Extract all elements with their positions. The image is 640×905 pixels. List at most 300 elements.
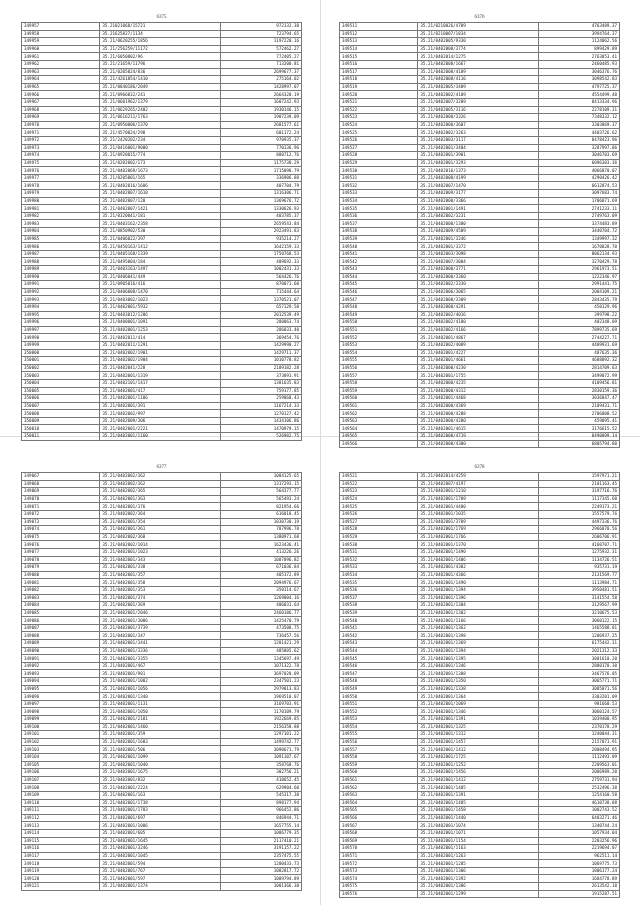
row-id-cell: 350003 bbox=[22, 372, 100, 380]
table-row bbox=[340, 395, 620, 403]
code-cell: 35.21/0402001/1362 bbox=[418, 624, 538, 632]
code-cell: 35.21/0402001/1412 bbox=[418, 746, 538, 754]
code-cell: 35.21/0402001/1675 bbox=[100, 769, 220, 777]
column-divider bbox=[320, 0, 321, 905]
amount-cell: 4066870.07 bbox=[538, 167, 619, 175]
row-id-cell: 349547 bbox=[340, 670, 418, 678]
code-cell: 35.21/0402002/997 bbox=[100, 410, 220, 418]
table-row bbox=[22, 860, 302, 868]
table-row bbox=[340, 190, 620, 198]
code-cell: 35.21/0402001/4400 bbox=[418, 503, 538, 511]
amount-cell: 2278109.31 bbox=[538, 106, 619, 114]
code-cell: 35.21/0402001/2221 bbox=[100, 425, 220, 433]
code-cell: 35.21/0402001/1396 bbox=[418, 594, 538, 602]
row-id-cell: 349568 bbox=[340, 829, 418, 837]
table-row bbox=[340, 53, 620, 61]
table-row bbox=[22, 548, 302, 556]
code-cell: 35.21/0406041/449 bbox=[100, 273, 220, 281]
code-cell: 35.21/0402001/2181 bbox=[100, 716, 220, 724]
code-cell: 35.21/0205024/836 bbox=[100, 68, 220, 76]
table-row bbox=[22, 556, 302, 564]
code-cell: 35.21/0402001/1338 bbox=[418, 685, 538, 693]
amount-cell: 6403271.46 bbox=[538, 814, 619, 822]
table-row bbox=[22, 30, 302, 38]
amount-cell: 1557579.76 bbox=[538, 510, 619, 518]
code-cell: 35.21/0402001/4615 bbox=[418, 425, 538, 433]
amount-cell: 723794.65 bbox=[220, 30, 301, 38]
row-id-cell: 349531 bbox=[340, 174, 418, 182]
table-row bbox=[340, 883, 620, 891]
code-cell: 35.21/0402002/368 bbox=[100, 533, 220, 541]
table-row bbox=[22, 632, 302, 640]
code-cell: 35.21/0402001/1346 bbox=[418, 708, 538, 716]
amount-cell: 759177.85 bbox=[220, 387, 301, 395]
amount-cell: 487635.36 bbox=[538, 349, 619, 357]
code-cell: 35.21/0402008/3326 bbox=[418, 114, 538, 122]
row-id-cell: 349067 bbox=[22, 473, 100, 481]
table-row bbox=[340, 273, 620, 281]
amount-cell: 286033.40 bbox=[220, 326, 301, 334]
table-row bbox=[340, 586, 620, 594]
row-id-cell: 349100 bbox=[22, 723, 100, 731]
amount-cell: 1269004.16 bbox=[220, 594, 301, 602]
amount-cell: 2966070.56 bbox=[538, 526, 619, 534]
table-row bbox=[340, 372, 620, 380]
amount-cell: 3098542.83 bbox=[538, 76, 619, 84]
table-row bbox=[340, 510, 620, 518]
table-row bbox=[22, 387, 302, 395]
table-row bbox=[340, 662, 620, 670]
row-id-cell: 349552 bbox=[340, 708, 418, 716]
table-row bbox=[22, 417, 302, 425]
table-row bbox=[22, 586, 302, 594]
row-id-cell: 349514 bbox=[340, 45, 418, 53]
table-row bbox=[340, 533, 620, 541]
amount-cell: 1369676.72 bbox=[220, 197, 301, 205]
row-id-cell: 349570 bbox=[340, 845, 418, 853]
row-id-cell: 349099 bbox=[22, 716, 100, 724]
table-row bbox=[340, 387, 620, 395]
table-row bbox=[22, 38, 302, 46]
code-cell: 35.21/0402001/1050 bbox=[100, 708, 220, 716]
code-cell: 35.21/0402000/4719 bbox=[418, 433, 538, 441]
row-id-cell: 349534 bbox=[340, 197, 418, 205]
amount-cell: 4290426.42 bbox=[538, 174, 619, 182]
row-id-cell: 349994 bbox=[22, 303, 100, 311]
code-cell: 35.21/0402001/1056 bbox=[100, 685, 220, 693]
panel-title: 6376 bbox=[474, 15, 485, 20]
amount-cell: 4554499.48 bbox=[538, 91, 619, 99]
row-id-cell: 349515 bbox=[340, 53, 418, 61]
row-id-cell: 349566 bbox=[340, 440, 418, 448]
amount-cell: 275164.02 bbox=[220, 76, 301, 84]
amount-cell: 3046376.76 bbox=[538, 68, 619, 76]
table-row bbox=[340, 807, 620, 815]
row-id-cell: 349511 bbox=[340, 23, 418, 31]
amount-cell: 2021312.33 bbox=[538, 647, 619, 655]
code-cell: 35.21/0402002/4089 bbox=[418, 341, 538, 349]
table-row bbox=[340, 867, 620, 875]
code-cell: 35.21/0402001/4227 bbox=[418, 349, 538, 357]
table-row bbox=[22, 174, 302, 182]
code-cell: 35.21/0402001/1312 bbox=[418, 731, 538, 739]
table-row bbox=[340, 678, 620, 686]
amount-cell: 302756.21 bbox=[220, 769, 301, 777]
row-id-cell: 350008 bbox=[22, 410, 100, 418]
amount-cell: 2613542.18 bbox=[538, 883, 619, 891]
code-cell: 35.21/0402001/1131 bbox=[100, 700, 220, 708]
code-cell: 35.21/0402008/4199 bbox=[418, 174, 538, 182]
amount-cell: 3141554.58 bbox=[538, 594, 619, 602]
amount-cell: 1007096.82 bbox=[220, 556, 301, 564]
row-id-cell: 349977 bbox=[22, 174, 100, 182]
code-cell: 35.21/0402000/4300 bbox=[418, 440, 538, 448]
row-id-cell: 349097 bbox=[22, 700, 100, 708]
code-cell: 35.21/0402014/4259 bbox=[418, 473, 538, 481]
amount-cell: 2681577.61 bbox=[220, 121, 301, 129]
amount-cell: 3303201.09 bbox=[538, 693, 619, 701]
code-cell: 35.21/0402001/3336 bbox=[100, 647, 220, 655]
amount-cell: 1429990.27 bbox=[220, 341, 301, 349]
code-cell: 35.21/0950006/1370 bbox=[100, 121, 220, 129]
amount-cell: 3169703.91 bbox=[220, 700, 301, 708]
row-id-cell: 349556 bbox=[340, 364, 418, 372]
amount-cell: 3191157.22 bbox=[220, 845, 301, 853]
table-row bbox=[340, 738, 620, 746]
code-cell: 35.21/0402000/4291 bbox=[418, 303, 538, 311]
amount-cell: 3197716.76 bbox=[538, 488, 619, 496]
table-row bbox=[22, 480, 302, 488]
code-cell: 35.21/0402001/3006 bbox=[100, 617, 220, 625]
table-row bbox=[22, 281, 302, 289]
amount-cell: 1240044.31 bbox=[538, 731, 619, 739]
code-cell: 35.21/0402001/1456 bbox=[418, 769, 538, 777]
table-row bbox=[340, 693, 620, 701]
amount-cell: 2532496.38 bbox=[538, 784, 619, 792]
amount-cell: 1670828.70 bbox=[538, 243, 619, 251]
row-id-cell: 349101 bbox=[22, 731, 100, 739]
code-cell: 35.21/0402041/228 bbox=[100, 364, 220, 372]
code-cell: 35.21/0402002/4016 bbox=[418, 311, 538, 319]
amount-cell: 1057934.04 bbox=[538, 829, 619, 837]
code-cell: 35.21/0402007/1470 bbox=[418, 182, 538, 190]
table-row bbox=[22, 640, 302, 648]
table-row bbox=[340, 541, 620, 549]
amount-cell: 1969510.07 bbox=[220, 693, 301, 701]
table-row bbox=[22, 518, 302, 526]
code-cell: 35.21/0205001/165 bbox=[100, 174, 220, 182]
amount-cell: 6805794.80 bbox=[538, 440, 619, 448]
row-id-cell: 349991 bbox=[22, 281, 100, 289]
table-row bbox=[22, 867, 302, 875]
row-id-cell: 349108 bbox=[22, 784, 100, 792]
table-row bbox=[22, 433, 302, 441]
table-row bbox=[22, 473, 302, 481]
amount-cell: 1117345.60 bbox=[538, 495, 619, 503]
table-row bbox=[22, 288, 302, 296]
amount-cell: 565493.24 bbox=[220, 495, 301, 503]
row-id-cell: 349522 bbox=[340, 480, 418, 488]
row-id-cell: 349987 bbox=[22, 250, 100, 258]
row-id-cell: 349117 bbox=[22, 852, 100, 860]
row-id-cell: 349549 bbox=[340, 311, 418, 319]
table-row bbox=[340, 624, 620, 632]
amount-cell: 2763853.41 bbox=[538, 53, 619, 61]
code-cell: 35.21/0402001/467 bbox=[100, 662, 220, 670]
code-cell: 35.21/0320041/181 bbox=[100, 212, 220, 220]
code-cell: 35.21/0402001/1391 bbox=[418, 716, 538, 724]
table-row bbox=[22, 829, 302, 837]
row-id-cell: 349993 bbox=[22, 296, 100, 304]
table-row bbox=[22, 624, 302, 632]
table-row bbox=[22, 98, 302, 106]
code-cell: 35.21/256259/11172 bbox=[100, 45, 220, 53]
table-row bbox=[22, 685, 302, 693]
table-row bbox=[22, 144, 302, 152]
code-cell: 35.21/0402001/1325 bbox=[418, 723, 538, 731]
row-id-cell: 349562 bbox=[340, 784, 418, 792]
table-row bbox=[340, 837, 620, 845]
table-row bbox=[22, 266, 302, 274]
code-cell: 35.21/0210007/1834 bbox=[418, 30, 538, 38]
code-cell: 35.21/0402001/2224 bbox=[100, 784, 220, 792]
code-cell: 35.21/0402001/3355 bbox=[100, 655, 220, 663]
row-id-cell: 349984 bbox=[22, 228, 100, 236]
table-row bbox=[22, 594, 302, 602]
table-row bbox=[340, 235, 620, 243]
amount-cell: 1206937.25 bbox=[538, 632, 619, 640]
code-cell: 35.21/0402002/362 bbox=[100, 480, 220, 488]
table-row bbox=[340, 716, 620, 724]
code-cell: 35.21/0402005/9330 bbox=[418, 38, 538, 46]
row-id-cell: 349561 bbox=[340, 402, 418, 410]
table-row bbox=[22, 121, 302, 129]
code-cell: 35.21/0402001/1645 bbox=[100, 837, 220, 845]
row-id-cell: 349986 bbox=[22, 243, 100, 251]
table-row bbox=[340, 417, 620, 425]
amount-cell: 770136.96 bbox=[220, 144, 301, 152]
row-id-cell: 349083 bbox=[22, 594, 100, 602]
code-cell: 35.21/0402001/1299 bbox=[418, 890, 538, 898]
table-row bbox=[22, 731, 302, 739]
table-row bbox=[340, 746, 620, 754]
row-id-cell: 349090 bbox=[22, 647, 100, 655]
table-row bbox=[340, 334, 620, 342]
table-row bbox=[340, 564, 620, 572]
amount-cell: 6612874.53 bbox=[538, 182, 619, 190]
row-id-cell: 349111 bbox=[22, 807, 100, 815]
table-row bbox=[22, 814, 302, 822]
amount-cell: 2460186.77 bbox=[220, 609, 301, 617]
amount-cell: 1270127.42 bbox=[220, 410, 301, 418]
code-cell: 35.21/0402000/1300 bbox=[418, 220, 538, 228]
row-id-cell: 349540 bbox=[340, 617, 418, 625]
row-id-cell: 349103 bbox=[22, 746, 100, 754]
code-cell: 35.21/0402001/1392 bbox=[418, 875, 538, 883]
row-id-cell: 349546 bbox=[340, 662, 418, 670]
row-id-cell: 349980 bbox=[22, 197, 100, 205]
table-row bbox=[340, 480, 620, 488]
code-cell: 35.21/0402001/1364 bbox=[418, 693, 538, 701]
code-cell: 35.21/0402001/1703 bbox=[100, 807, 220, 815]
amount-cell: 1170109.79 bbox=[220, 708, 301, 716]
table-row bbox=[22, 334, 302, 342]
table-row bbox=[340, 357, 620, 365]
code-cell: 35.21625827/1134 bbox=[100, 30, 220, 38]
code-cell: 35.21/0402001/338 bbox=[100, 564, 220, 572]
table-row bbox=[340, 159, 620, 167]
row-id-cell: 349526 bbox=[340, 136, 418, 144]
code-cell: 35.21/0402001/361 bbox=[100, 526, 220, 534]
table-row bbox=[22, 53, 302, 61]
table-row bbox=[22, 845, 302, 853]
row-id-cell: 349559 bbox=[340, 387, 418, 395]
row-id-cell: 349973 bbox=[22, 144, 100, 152]
row-id-cell: 349516 bbox=[340, 60, 418, 68]
table-row bbox=[22, 372, 302, 380]
table-row bbox=[340, 76, 620, 84]
amount-cell: 572462.27 bbox=[220, 45, 301, 53]
amount-cell: 1340744.24 bbox=[538, 822, 619, 830]
code-cell: 35.21/4570024/298 bbox=[100, 129, 220, 137]
amount-cell: 1124062.56 bbox=[538, 38, 619, 46]
code-cell: 35.21/0402001/1210 bbox=[418, 488, 538, 496]
table-row bbox=[340, 288, 620, 296]
row-id-cell: 349552 bbox=[340, 334, 418, 342]
table-row bbox=[22, 822, 302, 830]
amount-cell: 1349997.32 bbox=[538, 235, 619, 243]
amount-cell: 3046703.69 bbox=[538, 152, 619, 160]
code-cell: 35.21/0402001/1319 bbox=[100, 372, 220, 380]
row-id-cell: 349961 bbox=[22, 53, 100, 61]
code-cell: 35.21/0620255/1856 bbox=[100, 38, 220, 46]
table-row bbox=[340, 167, 620, 175]
code-cell: 35.21/0402001/3709 bbox=[418, 518, 538, 526]
amount-cell: 1806177.24 bbox=[538, 867, 619, 875]
amount-cell: 2961973.51 bbox=[538, 266, 619, 274]
amount-cell: 2370178.29 bbox=[538, 723, 619, 731]
table-row bbox=[22, 129, 302, 137]
row-id-cell: 349532 bbox=[340, 182, 418, 190]
row-id-cell: 349084 bbox=[22, 602, 100, 610]
row-id-cell: 349512 bbox=[340, 30, 418, 38]
row-id-cell: 349554 bbox=[340, 349, 418, 357]
amount-cell: 1091107.67 bbox=[220, 753, 301, 761]
amount-cell: 2749763.09 bbox=[538, 212, 619, 220]
row-id-cell: 349094 bbox=[22, 678, 100, 686]
amount-cell: 373891.91 bbox=[220, 372, 301, 380]
amount-cell: 657129.50 bbox=[220, 303, 301, 311]
row-id-cell: 349965 bbox=[22, 83, 100, 91]
amount-cell: 2744227.71 bbox=[538, 334, 619, 342]
table-row bbox=[340, 731, 620, 739]
amount-cell: 2156358.88 bbox=[220, 723, 301, 731]
row-id-cell: 349087 bbox=[22, 624, 100, 632]
row-id-cell: 349528 bbox=[340, 526, 418, 534]
row-id-cell: 349569 bbox=[340, 837, 418, 845]
amount-cell: 2830159.36 bbox=[538, 387, 619, 395]
amount-cell: 1275932.31 bbox=[538, 548, 619, 556]
code-cell: 35.21/0402001/1106 bbox=[100, 395, 220, 403]
table-row bbox=[22, 243, 302, 251]
table-row bbox=[340, 632, 620, 640]
row-id-cell: 349565 bbox=[340, 807, 418, 815]
row-id-cell: 349072 bbox=[22, 510, 100, 518]
code-cell: 35.21021068/15721 bbox=[100, 23, 220, 31]
amount-cell: 7348332.12 bbox=[538, 114, 619, 122]
code-cell: 35.21/0402007/4197 bbox=[418, 480, 538, 488]
data-table bbox=[21, 22, 302, 441]
table-row bbox=[22, 807, 302, 815]
table-row bbox=[22, 395, 302, 403]
code-cell: 35.21/0402003/3117 bbox=[418, 136, 538, 144]
table-row bbox=[22, 205, 302, 213]
code-cell: 35.21/0402001/353 bbox=[100, 586, 220, 594]
code-cell: 35.21/0402000/4230 bbox=[418, 364, 538, 372]
amount-cell: 1434106.86 bbox=[220, 417, 301, 425]
code-cell: 35.21/0402001/1040 bbox=[100, 761, 220, 769]
code-cell: 35.21/0402001/1308 bbox=[418, 670, 538, 678]
code-cell: 35.21/0402002/1904 bbox=[100, 357, 220, 365]
row-id-cell: 349105 bbox=[22, 761, 100, 769]
amount-cell: 3065771.71 bbox=[538, 678, 619, 686]
row-id-cell: 349538 bbox=[340, 602, 418, 610]
table-row bbox=[340, 799, 620, 807]
amount-cell: 671036.84 bbox=[220, 564, 301, 572]
row-id-cell: 349107 bbox=[22, 776, 100, 784]
row-id-cell: 349525 bbox=[340, 503, 418, 511]
table-row bbox=[340, 433, 620, 441]
code-cell: 35.21/0402001/1374 bbox=[100, 883, 220, 891]
row-id-cell: 349565 bbox=[340, 433, 418, 441]
code-cell: 35.21/0402001/1045 bbox=[100, 852, 220, 860]
amount-cell: 898177.94 bbox=[220, 799, 301, 807]
row-id-cell: 349068 bbox=[22, 480, 100, 488]
amount-cell: 2219694.07 bbox=[538, 845, 619, 853]
amount-cell: 3287997.86 bbox=[538, 144, 619, 152]
code-cell: 35.21/0402001/1460 bbox=[100, 723, 220, 731]
row-id-cell: 349533 bbox=[340, 564, 418, 572]
amount-cell: 2699677.37 bbox=[220, 68, 301, 76]
code-cell: 35.21/0402001/163 bbox=[100, 791, 220, 799]
row-id-cell: 349550 bbox=[340, 319, 418, 327]
table-row bbox=[340, 60, 620, 68]
table-row bbox=[22, 273, 302, 281]
table-row bbox=[340, 106, 620, 114]
table-row bbox=[22, 503, 302, 511]
table-row bbox=[22, 716, 302, 724]
code-cell: 35.21/4261854/1410 bbox=[100, 76, 220, 84]
table-row bbox=[340, 860, 620, 868]
row-id-cell: 350004 bbox=[22, 379, 100, 387]
table-row bbox=[340, 617, 620, 625]
amount-cell: 1607242.93 bbox=[220, 98, 301, 106]
code-cell: 35.21/0402001/3293 bbox=[418, 159, 538, 167]
table-row bbox=[340, 875, 620, 883]
table-row bbox=[22, 875, 302, 883]
code-cell: 35.21/0920015/774 bbox=[100, 152, 220, 160]
row-id-cell: 349959 bbox=[22, 38, 100, 46]
amount-cell: 1086779.35 bbox=[220, 829, 301, 837]
row-id-cell: 349527 bbox=[340, 144, 418, 152]
amount-cell: 1134726.51 bbox=[538, 556, 619, 564]
row-id-cell: 350011 bbox=[22, 433, 100, 441]
table-row bbox=[22, 379, 302, 387]
table-row bbox=[22, 488, 302, 496]
table-row bbox=[340, 83, 620, 91]
data-table bbox=[21, 472, 302, 891]
row-id-cell: 349997 bbox=[22, 326, 100, 334]
